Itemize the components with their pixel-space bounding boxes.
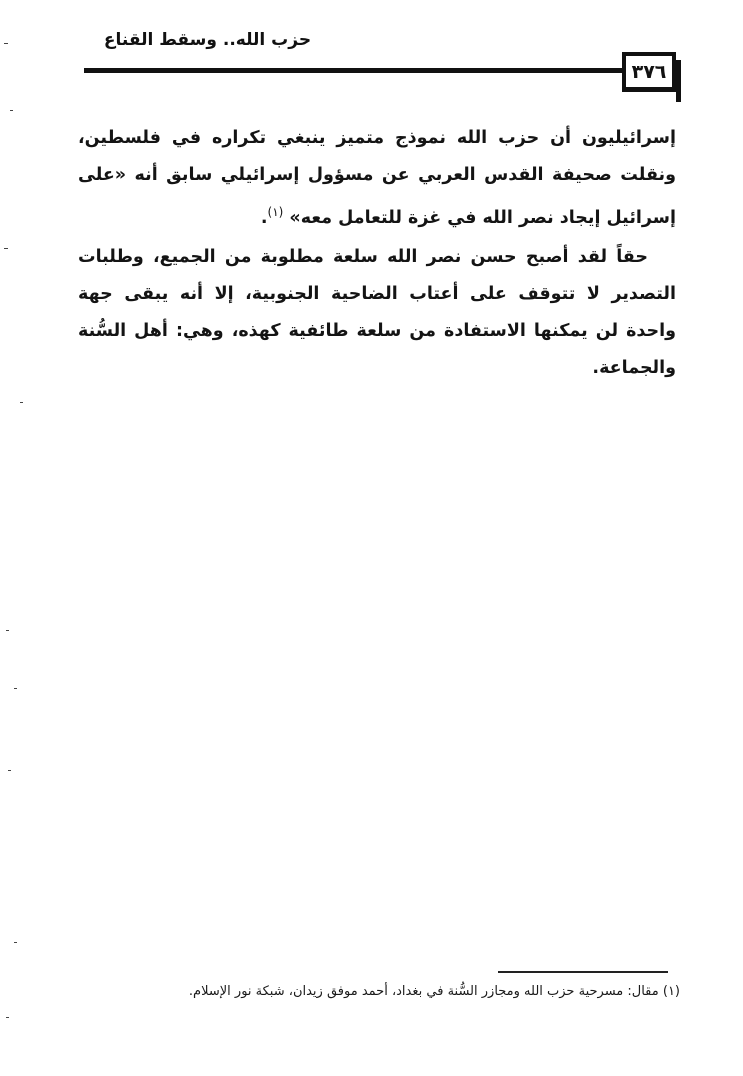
page-number: ٣٧٦ — [622, 52, 676, 92]
paragraph-1-text: إسرائيليون أن حزب الله نموذج متميز ينبغي تكراره في فلسطين، ونقلت صحيفة القدس العربي عن مسؤول إسرائيلي سابق أنه «على إسرائيل إيجاد نصر الله في غزة للتعامل معه» — [78, 128, 676, 228]
scan-speck — [20, 402, 23, 403]
footnote-reference: (١) — [267, 205, 284, 219]
scan-speck — [4, 43, 8, 44]
running-title: حزب الله.. وسقط القناع — [103, 30, 312, 50]
scan-speck — [6, 630, 9, 631]
paragraph-1-end: . — [260, 207, 268, 228]
scan-speck — [14, 688, 17, 689]
scan-speck — [10, 110, 13, 111]
scan-speck — [4, 248, 8, 249]
scan-speck — [8, 770, 11, 771]
footnote-separator — [498, 971, 668, 973]
scan-speck — [6, 1017, 9, 1018]
footnote: (١) مقال: مسرحية حزب الله ومجازر السُّنة في بغداد، أحمد موفق زيدان، شبكة نور الإسلام. — [188, 984, 680, 999]
scan-speck — [14, 942, 17, 943]
paragraph-1 — [78, 120, 676, 237]
body-text — [78, 120, 676, 387]
paragraph-2: حقاً لقد أصبح حسن نصر الله سلعة مطلوبة من الجميع، وطلبات التصدير لا تتوقف على أعتاب الضاحية الجنوبية، إلا أنه يبقى جهة واحدة لن يمكنها الاستفادة من سلعة طائفية كهذه، وهي: أهل السُّنة والجماعة. — [78, 246, 676, 378]
header-rule — [84, 68, 622, 73]
